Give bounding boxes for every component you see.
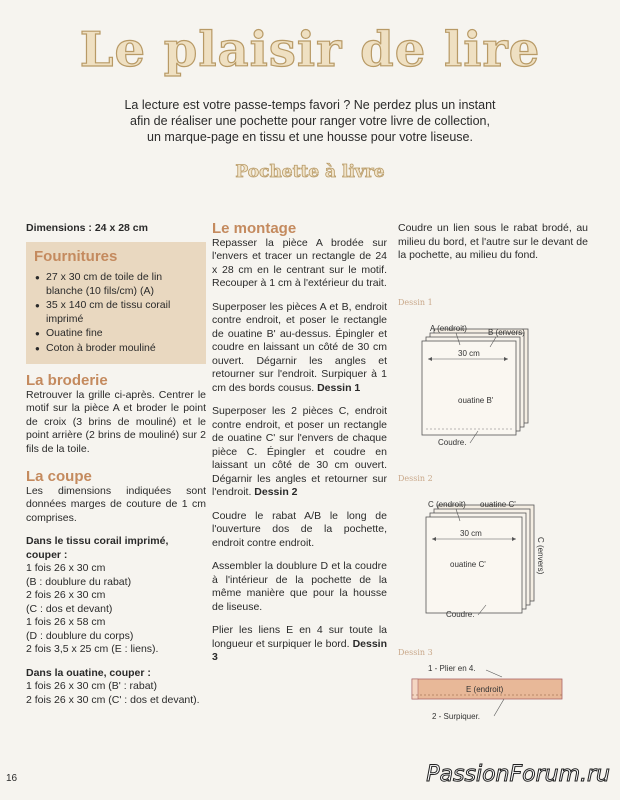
drawing-ref: Dessin 2 [254,486,298,498]
drawing-1-batting: ouatine B' [458,396,494,405]
drawing-label: Dessin 3 [398,648,433,657]
supplies-box [26,242,206,365]
right-column [398,222,588,263]
cutting-text: Les dimensions indiquées sont données marges de couture de 1 cm comprises. [26,484,206,524]
drawing-ref: Dessin 1 [317,381,361,394]
cutting-line: 2 fois 26 x 30 cm [26,589,106,601]
cutting-line: (D : doublure du corps) [26,629,134,642]
cutting-line: (C : dos et devant) [26,602,113,615]
drawing-3-fold: 1 - Plier en 4. [428,664,476,673]
cutting-line: 1 fois 26 x 30 cm [26,562,106,574]
watermark: PassionForum.ru [426,762,610,787]
assembly-step-text: Superposer les 2 pièces C, endroit contre endroit, et poser un rectangle de ouatine C' sur l'envers de chaque pièce C. Épingler et coudre en laissant un côté de 30 cm ouvert. Dégarnir les angles et retourner sur l'endroit. [212,405,387,498]
supplies-item: ● 35 x 140 cm de tissu corail imprimé [46,299,198,326]
drawing-2-c: C (endroit) [428,500,466,509]
drawing-1-b: B (envers) [488,328,525,337]
assembly-title: Le montage [212,220,297,237]
supplies-list [34,271,198,355]
drawing-label: Dessin 2 [398,474,433,483]
drawing-1-sew: Coudre. [438,438,467,447]
drawing-2-batting-label: ouatine C' [480,500,516,509]
drawing-2-sew: Coudre. [446,610,475,619]
cutting-subtitle-batting: Dans la ouatine, couper : [26,666,151,679]
assembly-step [212,405,387,500]
drawing-2-batting: ouatine C' [450,560,486,569]
intro-paragraph [70,97,550,145]
assembly-step: Assembler la doublure D et la coudre à l'intérieur de la pochette de la même manière que pour la housse de liseuse. [212,560,387,613]
drawing-3-svg [398,657,598,729]
intro-line: La lecture est votre passe-temps favori ? Ne perdez plus un instant [124,98,496,112]
drawing-1 [398,294,598,462]
page-number: 16 [6,773,18,784]
section-subtitle: Pochette à livre [235,162,385,182]
drawing-2 [398,470,608,628]
drawing-3 [398,644,598,734]
drawing-2-c-back: C (envers) [536,537,545,575]
assembly-step [212,301,387,396]
intro-line: afin de réaliser une pochette pour ranger votre livre de collection, [130,114,490,128]
left-column [26,222,206,707]
assembly-step-text: Superposer les pièces A et B, endroit contre endroit, et poser le rectangle de ouatine B' au-dessus. Épingler et coudre en laissant un côté de 30 cm ouvert. Dégarnir les angles et retourner sur l'endroit. Surpiquer à 1 cm des bords cousus. [212,300,387,394]
drawing-ref: Dessin 3 [212,637,387,663]
middle-column [212,222,387,665]
cutting-title: La coupe [26,468,92,485]
dimensions: Dimensions : 24 x 28 cm [26,222,148,234]
drawing-2-dim: 30 cm [460,529,482,538]
drawing-3-e: E (endroit) [466,685,504,694]
drawing-1-svg [398,307,598,457]
cutting-subtitle-fabric: Dans le tissu corail imprimé, couper : [26,535,169,561]
page-title: Le plaisir de lire [79,22,541,78]
embroidery-text: Retrouver la grille ci-après. Centrer le motif sur la pièce A et broder le point de croix (3 brins de mouliné) et le point arrière (2 brins de mouliné) sur 2 fils de la toile. [26,388,206,455]
drawing-1-a: A (endroit) [430,324,467,333]
assembly-step [212,624,387,665]
assembly-step: Repasser la pièce A brodée sur l'envers et tracer un rectangle de 24 x 28 cm en le centrant sur le motif. Recouper à 1 cm à l'extérieur du trait. [212,236,387,289]
embroidery-title: La broderie [26,372,108,389]
assembly-step-text: Plier les liens E en 4 sur toute la longueur et surpiquer le bord. [212,624,387,650]
intro-line: un marque-page en tissu et une housse pour votre liseuse. [147,130,473,144]
assembly-step: Coudre le rabat A/B le long de l'ouverture dos de la pochette, endroit contre endroit. [212,509,387,549]
drawing-label: Dessin 1 [398,298,433,307]
supplies-title: Fournitures [34,247,118,265]
cutting-line: 1 fois 26 x 30 cm (B' : rabat) [26,680,157,692]
cutting-line: (B : doublure du rabat) [26,575,132,588]
drawing-2-svg [398,483,608,623]
tie-instructions: Coudre un lien sous le rabat brodé, au milieu du bord, et l'autre sur le devant de la pochette, au milieu du fond. [398,222,588,261]
supplies-item: ● Coton à broder mouliné [46,342,198,356]
supplies-item: ● Ouatine fine [46,327,198,341]
supplies-item: ● 27 x 30 cm de toile de lin blanche (10 fils/cm) (A) [46,271,198,298]
cutting-line: 2 fois 3,5 x 25 cm (E : liens). [26,643,159,655]
cutting-line: 2 fois 26 x 30 cm (C' : dos et devant). [26,693,200,706]
cutting-line: 1 fois 26 x 58 cm [26,616,106,628]
drawing-3-topstitch: 2 - Surpiquer. [432,712,481,721]
drawing-1-dim: 30 cm [458,349,480,358]
